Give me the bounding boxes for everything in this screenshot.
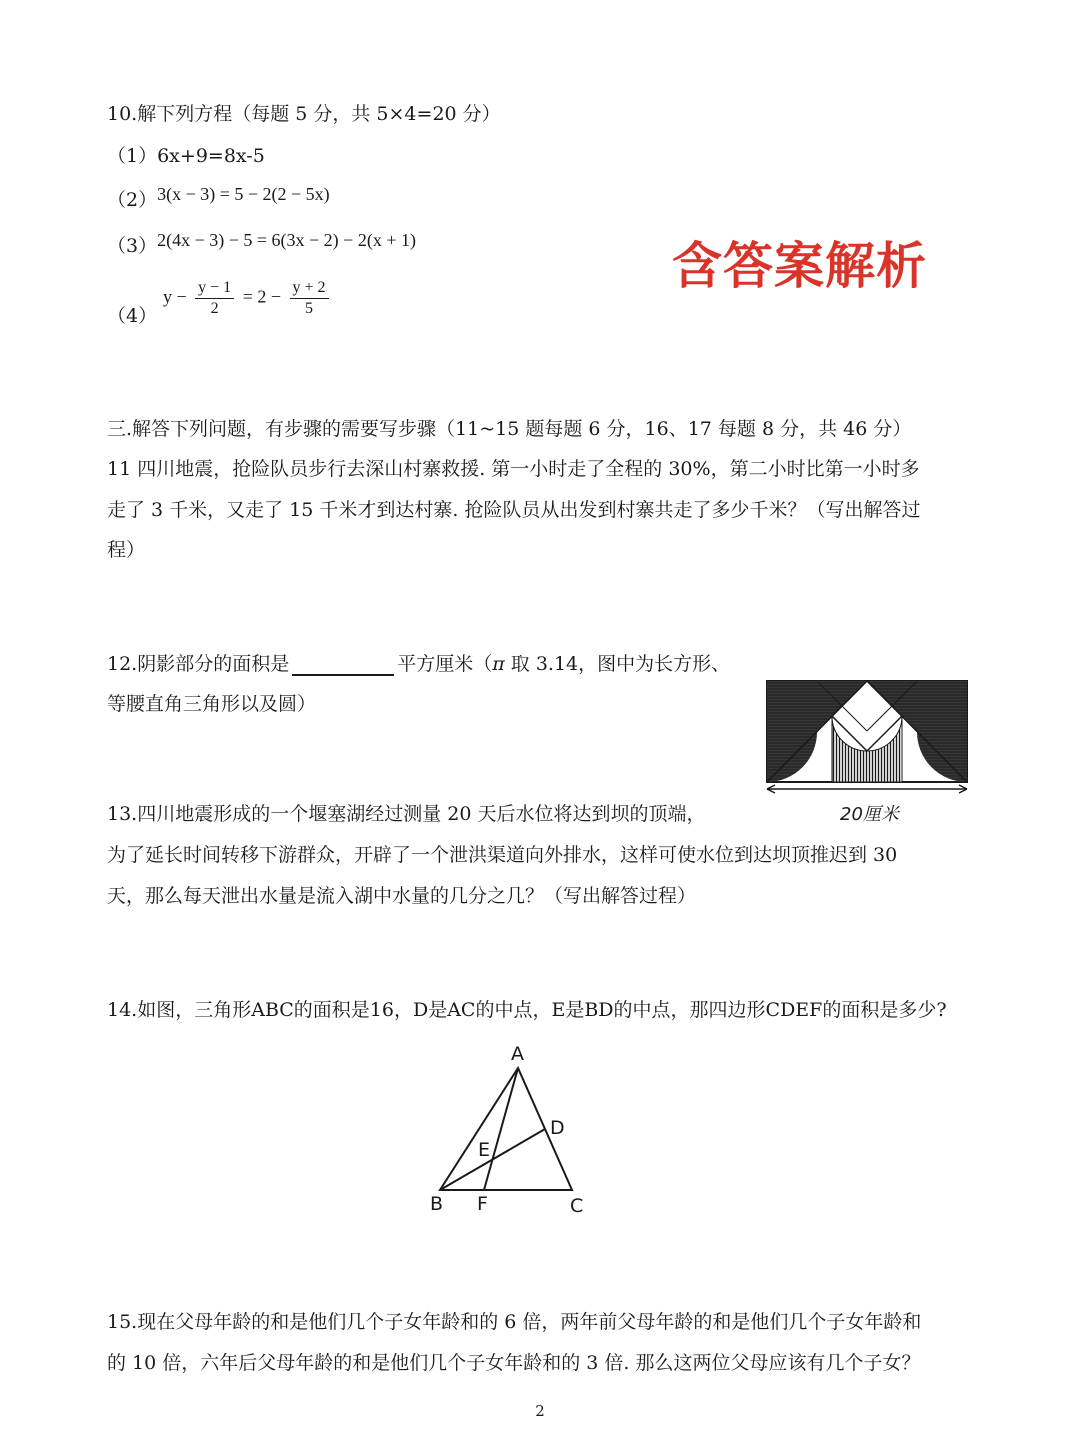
q12-pi: π: [492, 653, 505, 675]
q12-figure: [760, 672, 975, 832]
q13-line-3: 天，那么每天泄出水量是流入湖中水量的几分之几？（写出解答过程）: [107, 885, 697, 907]
q10-item-3-equation: 2(4x − 3) − 5 = 6(3x − 2) − 2(x + 1): [157, 230, 416, 250]
q10-item-3: [107, 230, 416, 258]
q11-line-3: 程）: [107, 539, 146, 561]
section3-title: 三.解答下列问题，有步骤的需要写步骤（11~15 题每题 6 分，16、17 每题 8 分，共 46 分）: [107, 418, 912, 440]
q10-item-2-label: （2）: [107, 189, 158, 211]
page-number: 2: [535, 1402, 545, 1420]
q10-item-1-label: （1）: [107, 145, 158, 167]
q10-item-2: [107, 184, 330, 212]
q13-line-2: 为了延长时间转移下游群众，开辟了一个泄洪渠道向外排水，这样可使水位到达坝顶推迟到 30: [107, 844, 898, 866]
q11-line-2: 走了 3 千米，又走了 15 千米才到达村寨. 抢险队员从出发到村寨共走了多少千米？（写出解答过: [107, 499, 921, 521]
q14-label-b: B: [430, 1193, 444, 1215]
q14-label-e: E: [478, 1139, 491, 1161]
q14-text: 14.如图，三角形ABC的面积是16，D是AC的中点，E是BD的中点，那四边形CDEF的面积是多少?: [107, 999, 947, 1021]
q12-suffix: 平方厘米（: [397, 653, 493, 675]
q14-segment-af: [484, 1068, 518, 1190]
q10-item-4-mid: = 2 −: [242, 286, 281, 307]
q10-item-4-fraction-2: [290, 278, 329, 319]
q15-line-1: 15.现在父母年龄的和是他们几个子女年龄和的 6 倍，两年前父母年龄的和是他们几个子女年龄和: [107, 1311, 922, 1333]
q12-caption: 20厘米: [840, 804, 899, 825]
q10-item-1-text: 6x+9=8x-5: [157, 145, 265, 167]
q10-item-3-label: （3）: [107, 235, 158, 257]
q12-rest: 取 3.14，图中为长方形、: [504, 653, 731, 675]
q10-item-4-num-2: y + 2: [290, 278, 329, 299]
q12-answer-blank[interactable]: [292, 654, 394, 676]
q10-item-4-fraction-1: [195, 278, 234, 319]
q11-line-1: 11 四川地震，抢险队员步行去深山村寨救援. 第一小时走了全程的 30%，第二小时比第一小时多: [107, 458, 920, 480]
q10-title: 10.解下列方程（每题 5 分，共 5×4=20 分）: [107, 103, 501, 125]
q12-line-2: 等腰直角三角形以及圆）: [107, 693, 317, 715]
q13-line-1: 13.四川地震形成的一个堰塞湖经过测量 20 天后水位将达到坝的顶端，: [107, 803, 706, 825]
q10-item-1: [107, 144, 265, 168]
q14-label-c: C: [570, 1195, 584, 1217]
q10-item-4-label: （4）: [107, 305, 158, 327]
q10-item-2-equation: 3(x − 3) = 5 − 2(2 − 5x): [157, 184, 330, 204]
q12-line-1: [107, 652, 730, 676]
q15-line-2: 的 10 倍，六年后父母年龄的和是他们几个子女年龄和的 3 倍. 那么这两位父母应该有几个子女？: [107, 1352, 921, 1374]
answer-stamp: 含答案解析: [672, 237, 927, 295]
q14-label-a: A: [511, 1043, 524, 1065]
q14-label-f: F: [477, 1193, 488, 1215]
q14-label-d: D: [550, 1117, 565, 1139]
q12-prefix: 12.阴影部分的面积是: [107, 653, 290, 675]
q10-item-4-y: y −: [163, 286, 187, 307]
q10-item-4-num-1: y − 1: [195, 278, 234, 299]
q10-item-4-equation: [163, 278, 333, 319]
q10-item-4-den-2: 5: [305, 300, 314, 317]
q10-item-4-den-1: 2: [210, 300, 219, 317]
q14-figure: [420, 1038, 600, 1218]
